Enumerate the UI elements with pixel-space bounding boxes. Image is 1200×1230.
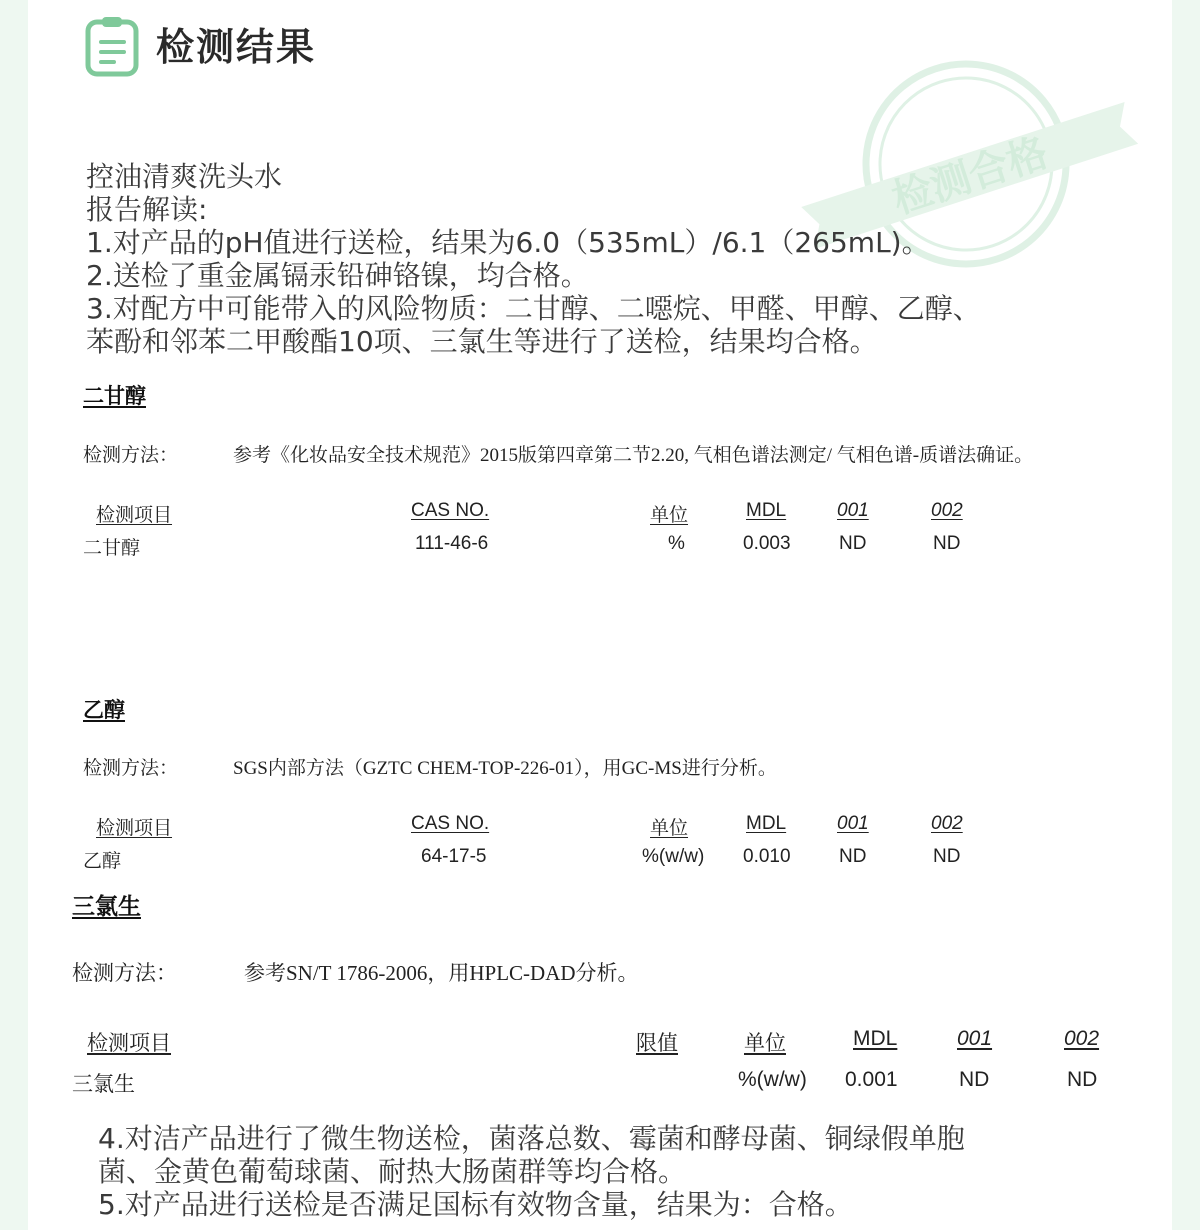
section-title-triclosan: 三氯生 — [72, 894, 141, 919]
clipboard-check-icon — [84, 16, 142, 78]
cell-sample-001: ND — [839, 533, 867, 554]
report-item-1: 1.对产品的pH值进行送检，结果为6.0（535mL）/6.1（265mL)。 — [86, 226, 930, 259]
cell-sample-002: ND — [933, 533, 961, 554]
method-label: 检测方法： — [83, 445, 179, 466]
col-header-sample-001: 001 — [957, 1027, 993, 1050]
page-title: 检测结果 — [156, 25, 317, 69]
cell-sample-002: ND — [1067, 1068, 1098, 1091]
method-text: 参考SN/T 1786-2006，用HPLC-DAD分析。 — [244, 961, 639, 985]
report-item-5: 5.对产品进行送检是否满足国标有效物含量，结果为：合格。 — [98, 1188, 853, 1221]
stamp-text: 检测合格 — [886, 129, 1054, 223]
col-header-mdl: MDL — [746, 500, 787, 521]
report-closing — [98, 1122, 1168, 1221]
report-item-4-line-2: 菌、金黄色葡萄球菌、耐热大肠菌群等均合格。 — [98, 1155, 687, 1188]
col-header-item: 检测项目 — [96, 505, 173, 526]
cell-unit: % — [668, 533, 685, 554]
col-header-cas: CAS NO. — [411, 813, 490, 834]
col-header-unit: 单位 — [650, 505, 689, 526]
report-item-3-line-2: 苯酚和邻苯二甲酸酯10项、三氯生等进行了送检，结果均合格。 — [86, 325, 878, 358]
cell-mdl: 0.010 — [743, 846, 791, 867]
cell-cas: 64-17-5 — [421, 846, 487, 867]
col-header-mdl: MDL — [746, 813, 787, 834]
report-intro — [86, 160, 1166, 358]
cell-unit: %(w/w) — [642, 846, 705, 867]
col-header-sample-002: 002 — [931, 500, 963, 521]
col-header-item: 检测项目 — [96, 818, 173, 839]
col-header-sample-002: 002 — [931, 813, 963, 834]
col-header-unit: 单位 — [744, 1031, 786, 1055]
product-name: 控油清爽洗头水 — [86, 160, 283, 193]
method-row-ethanol — [83, 753, 1163, 779]
method-row-diethylene-glycol — [83, 440, 1163, 466]
cell-mdl: 0.001 — [845, 1068, 898, 1091]
section-title-ethanol: 乙醇 — [83, 698, 125, 722]
report-item-3-line-1: 3.对配方中可能带入的风险物质：二甘醇、二噁烷、甲醛、甲醇、乙醇、 — [86, 292, 981, 325]
method-label: 检测方法： — [72, 961, 177, 985]
cell-item: 乙醇 — [83, 851, 122, 872]
col-header-limit: 限值 — [636, 1031, 678, 1055]
method-label: 检测方法： — [83, 758, 179, 779]
col-header-mdl: MDL — [853, 1027, 898, 1050]
cell-sample-002: ND — [933, 846, 961, 867]
col-header-sample-001: 001 — [837, 500, 869, 521]
col-header-item: 检测项目 — [87, 1031, 171, 1055]
cell-unit: %(w/w) — [738, 1068, 807, 1091]
col-header-unit: 单位 — [650, 818, 689, 839]
cell-sample-001: ND — [959, 1068, 990, 1091]
method-text: 参考《化妆品安全技术规范》2015版第四章第二节2.20, 气相色谱法测定/ 气相色谱-质谱法确证。 — [233, 445, 1034, 466]
cell-item: 三氯生 — [72, 1072, 135, 1096]
report-item-4-line-1: 4.对洁产品进行了微生物送检，菌落总数、霉菌和酵母菌、铜绿假单胞 — [98, 1122, 965, 1155]
col-header-cas: CAS NO. — [411, 500, 490, 521]
cell-mdl: 0.003 — [743, 533, 791, 554]
report-item-2: 2.送检了重金属镉汞铅砷铬镍，均合格。 — [86, 259, 589, 292]
method-text: SGS内部方法（GZTC CHEM-TOP-226-01），用GC-MS进行分析。 — [233, 758, 777, 779]
section-title-diethylene-glycol: 二甘醇 — [83, 384, 146, 408]
cell-cas: 111-46-6 — [415, 533, 489, 554]
method-row-triclosan — [72, 957, 1162, 985]
cell-item: 二甘醇 — [83, 538, 141, 559]
cell-sample-001: ND — [839, 846, 867, 867]
col-header-sample-001: 001 — [837, 813, 869, 834]
report-heading: 报告解读: — [86, 193, 208, 226]
col-header-sample-002: 002 — [1064, 1027, 1100, 1050]
report-card — [28, 0, 1172, 1230]
